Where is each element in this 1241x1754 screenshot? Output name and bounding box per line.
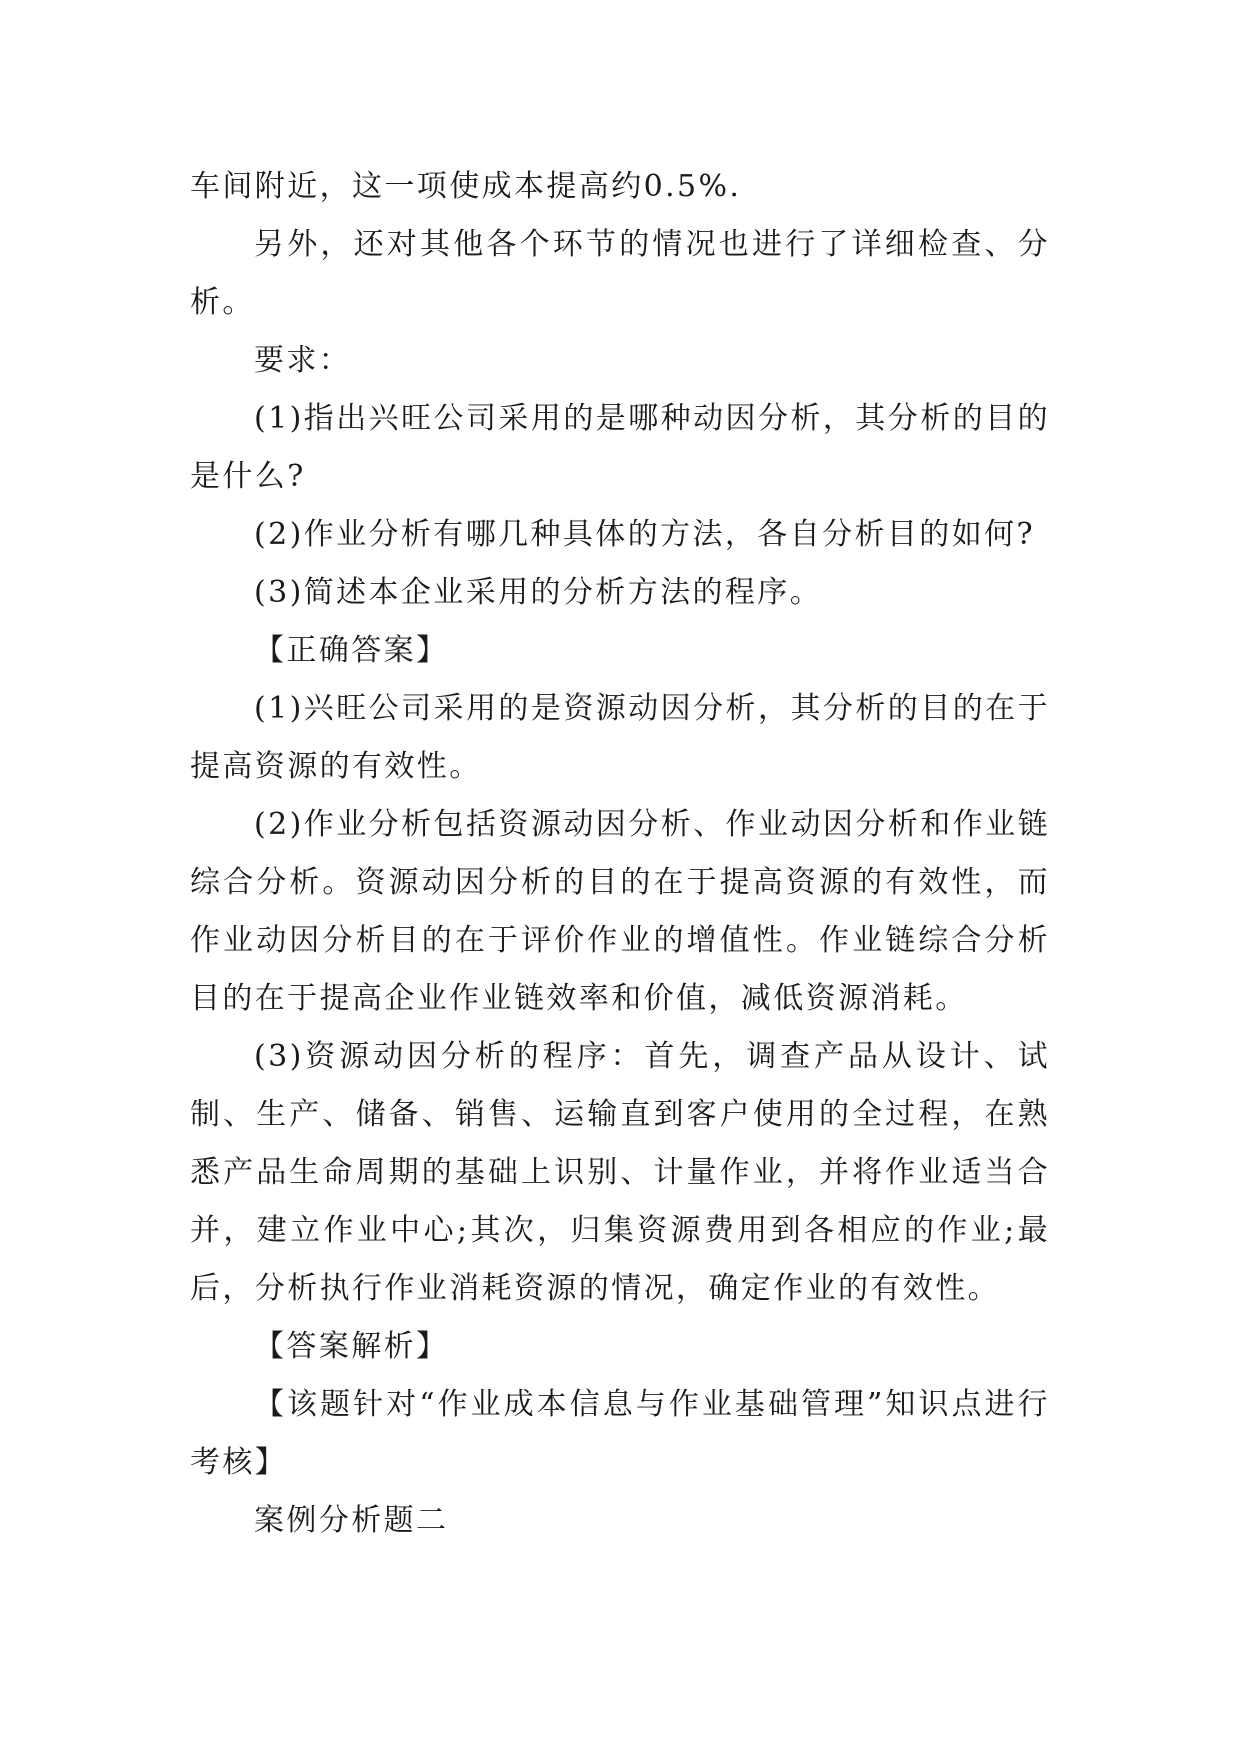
paragraph-other-checks: 另外，还对其他各个环节的情况也进行了详细检查、分析。 <box>190 227 1050 320</box>
document-body <box>190 158 1050 1550</box>
analysis-heading: 【答案解析】 <box>254 1329 449 1364</box>
question-2: (2)作业分析有哪几种具体的方法，各自分析目的如何? <box>254 517 1035 552</box>
requirements-heading: 要求： <box>254 343 352 378</box>
question-1: (1)指出兴旺公司采用的是哪种动因分析，其分析的目的是什么? <box>190 401 1050 494</box>
paragraph-continuation: 车间附近，这一项使成本提高约0.5%. <box>190 169 742 204</box>
answer-2: (2)作业分析包括资源动因分析、作业动因分析和作业链综合分析。资源动因分析的目的在于提高资源的有效性，而作业动因分析目的在于评价作业的增值性。作业链综合分析目的在于提高企业作业链效率和价值，减低资源消耗。 <box>190 807 1050 1016</box>
answer-1: (1)兴旺公司采用的是资源动因分析，其分析的目的在于提高资源的有效性。 <box>190 691 1050 784</box>
answer-3: (3)资源动因分析的程序：首先，调查产品从设计、试制、生产、储备、销售、运输直到客户使用的全过程，在熟悉产品生命周期的基础上识别、计量作业，并将作业适当合并，建立作业中心;其次，归集资源费用到各相应的作业;最后，分析执行作业消耗资源的情况，确定作业的有效性。 <box>190 1039 1050 1306</box>
case-title-2: 案例分析题二 <box>254 1503 449 1538</box>
question-3: (3)简述本企业采用的分析方法的程序。 <box>254 575 823 610</box>
knowledge-point-note: 【该题针对“作业成本信息与作业基础管理”知识点进行考核】 <box>190 1387 1050 1480</box>
answer-heading: 【正确答案】 <box>254 633 449 668</box>
